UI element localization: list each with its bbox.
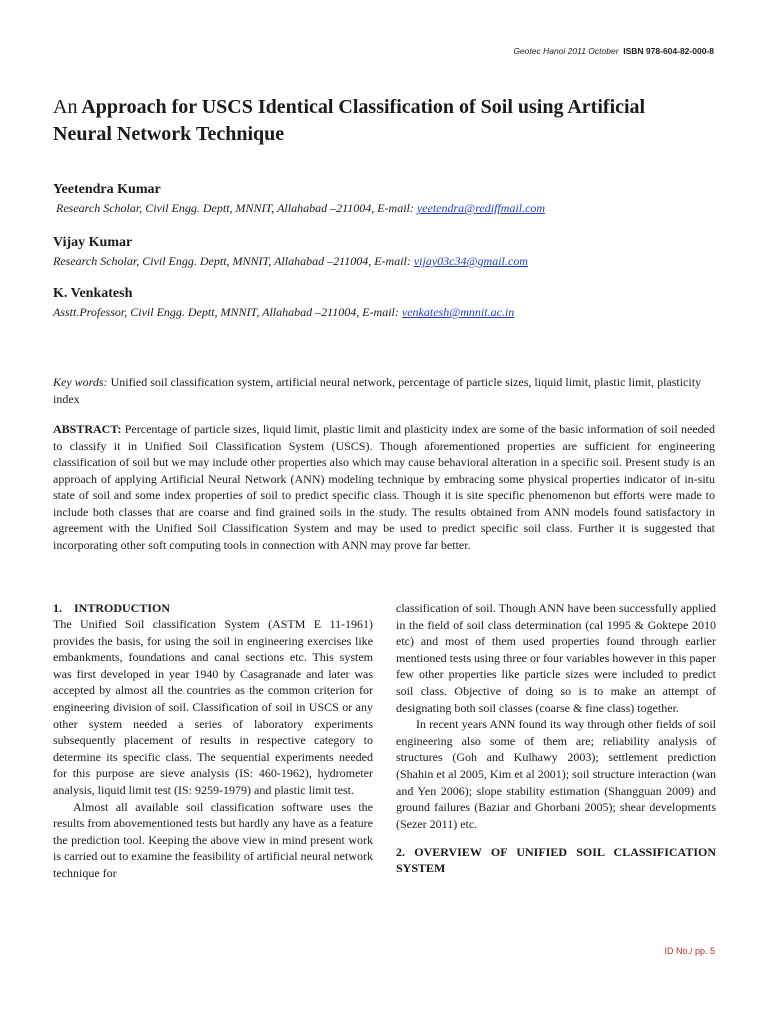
title-lead: An	[53, 96, 78, 118]
paper-title	[53, 94, 693, 148]
author-email-link[interactable]: yeetendra@rediffmail.com	[416, 201, 546, 215]
paragraph: Almost all available soil classification software uses the results from abovementioned tests but hardly any have as a feature the prediction tool. Keeping the above view in mind present work is carried out to examine the feasibility of artificial neural network technique for	[53, 799, 373, 880]
author-name: Vijay Kumar	[53, 235, 133, 250]
page-id-footer: ID No./ pp. 5	[664, 946, 715, 956]
right-column	[396, 600, 716, 876]
isbn: ISBN 978-604-82-000-8	[623, 46, 714, 56]
author-block-1	[53, 181, 733, 216]
title-rest: Approach for USCS Identical Classification of Soil using Artificial Neural Network Technique	[53, 96, 646, 145]
author-affiliation: Asstt.Professor, Civil Engg. Deptt, MNNIT, Allahabad –211004, E-mail: venkatesh@mnnit.ac.in	[53, 305, 515, 319]
abstract	[53, 421, 715, 553]
keywords-text: Unified soil classification system, artificial neural network, percentage of particle sizes, liquid limit, plastic limit, plasticity index	[53, 375, 702, 406]
keywords	[53, 374, 715, 408]
conference-name: Geotec Hanoi 2011 October	[513, 46, 619, 56]
author-name: K. Venkatesh	[53, 286, 133, 301]
abstract-text: Percentage of particle sizes, liquid limit, plastic limit and plasticity index are some of the basic information of soil needed to classify it in Unified Soil Classification System (USCS). Though aforementioned properties are sufficient for engineering classification of soil but we may include other properties also which may cause behavioral alteration in a specific soil. Present study is an approach of applying Artificial Neural Network (ANN) modeling technique by embracing some physical properties indicator of in-situ state of soil and some index properties of soil to predict specific class. Though it is site specific phenomenon but efforts were made to include both classes that are coarse and find grained soils in the study. The results obtained from ANN models found satisfactory in agreement with the Unified Soil Classification System and may be used to predict specific soil class. Further it is suggested that incorporating other soft computing tools in connection with ANN may prove far better.	[53, 422, 715, 552]
author-email-link[interactable]: vijay03c34@gmail.com	[413, 254, 528, 268]
abstract-label: ABSTRACT:	[53, 422, 122, 436]
section-heading-overview: 2. OVERVIEW OF UNIFIED SOIL CLASSIFICATION SYSTEM	[396, 845, 716, 876]
author-name: Yeetendra Kumar	[53, 182, 161, 197]
author-block-3	[53, 285, 733, 320]
keywords-label: Key words:	[53, 375, 108, 389]
paragraph: The Unified Soil classification System (ASTM E 11-1961) provides the basis, for using the soil in engineering exercises like embankments, foundations and canal sections etc. This system was first developed in year 1940 by Casagranade and later was accepted by almost all the countries as the common criterion for engineering division of soil. Classification of soil in USCS or any other system needed a series of laboratory experiments subsequently placement of results in respective category to determine its specific class. The sequential experiments needed for this purpose are sieve analysis (IS: 460-1962), hydrometer analysis, liquid limit test (IS: 9259-1979) and plastic limit test.	[53, 617, 373, 797]
paragraph: In recent years ANN found its way through other fields of soil engineering also some of them are; reliability analysis of structures (Goh and Kulhawy 2003); settlement prediction (Shahin et al 2005, Kim et al 2001); soil structure interaction (wan and Yen 2006); slope stability estimation (Shangguan 2009) and ground failures (Baziar and Ghorbani 2005); shear developments (Sezer 2011) etc.	[396, 717, 716, 831]
author-affiliation: Research Scholar, Civil Engg. Deptt, MNNIT, Allahabad –211004, E-mail: vijay03c34@gmail.com	[53, 254, 528, 268]
conference-header	[513, 46, 714, 56]
author-email-link[interactable]: venkatesh@mnnit.ac.in	[401, 305, 515, 319]
author-block-2	[53, 234, 733, 269]
section-heading-introduction: 1. INTRODUCTION	[53, 601, 171, 615]
author-affiliation: Research Scholar, Civil Engg. Deptt, MNNIT, Allahabad –211004, E-mail: yeetendra@rediffmail.com	[56, 201, 546, 215]
paragraph: classification of soil. Though ANN have been successfully applied in the field of soil class determination (cal 1995 & Goktepe 2010 etc) and most of them used properties found through earlier mentioned tests using three or four variables however in this paper few other properties like particle sizes were included to predict soil class. Objective of doing so is to make an attempt of designating both soil classes (coarse & fine class) together.	[396, 601, 716, 715]
left-column	[53, 600, 373, 882]
